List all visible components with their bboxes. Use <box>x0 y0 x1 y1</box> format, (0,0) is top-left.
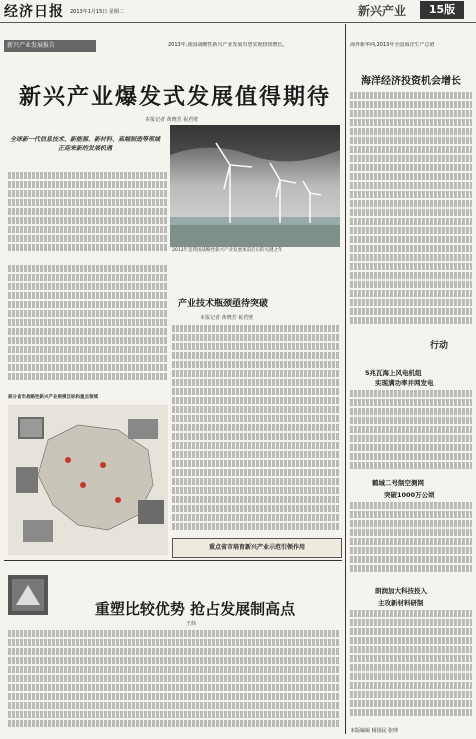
section-banner: 新兴产业发展报告 <box>4 40 96 52</box>
masthead <box>0 0 476 23</box>
main-byline: 本报记者 黄晓芳 祝君壁 <box>145 117 199 123</box>
top-intro: 2013年,我国战略性新兴产业发展有望实现较快增长。 <box>168 42 288 48</box>
newspaper-logo: 经济日报 <box>4 4 64 20</box>
main-headline: 新兴产业爆发式发展值得期待 <box>18 85 331 110</box>
bottom-headline: 重塑比较优势 抢占发展制高点 <box>94 600 296 618</box>
bottom-byline: 王炜 <box>186 621 197 627</box>
page-number-badge: 15版 <box>420 1 464 19</box>
map-caption: 部分省市战略性新兴产业规模目标和重点领域 <box>8 395 98 400</box>
column-divider <box>345 24 346 734</box>
lead-quote: 全球新一代信息技术、新能源、新材料、高端制造等领域正迎来新的发展机遇 <box>10 136 161 152</box>
photo-caption: 2013年是我国战略性新兴产业发展承前启后的关键之年 <box>172 248 283 253</box>
box-title: 重点省市培育新兴产业示范引领作用 <box>208 544 305 551</box>
right-item2-sub: 突破1000万公顷 <box>384 491 435 499</box>
article-body-col1 <box>8 172 168 252</box>
right-body-4 <box>350 610 472 720</box>
wind-turbine-photo <box>170 125 340 247</box>
article-body-col3 <box>172 325 340 535</box>
article-body-col2 <box>8 265 168 385</box>
bottom-body <box>8 630 340 730</box>
provinces-box <box>172 538 342 558</box>
industry-map-graphic <box>8 405 168 555</box>
right-item1-sub: 实现满功率并网发电 <box>375 379 434 387</box>
editors-credit: 本版编辑 杨国民 张帅 <box>350 728 399 734</box>
right-item2-title: 鹤城二号制空测网 <box>372 479 424 487</box>
right-item1-title: 5兆瓦海上风电机组 <box>365 369 422 377</box>
bottom-section-icon <box>8 575 48 615</box>
right-side-tag: 行动 <box>430 341 449 351</box>
right-body-3 <box>350 502 472 572</box>
right-item3-sub: 主攻新材料研制 <box>378 599 424 607</box>
right-top-note: 海外新华网,2013年全国海洋生产总值 <box>350 42 435 48</box>
subhead-tech-bottleneck: 产业技术瓶颈亟待突破 <box>178 299 269 309</box>
section-title: 新兴产业 <box>358 4 407 18</box>
right-item3-title: 朗润加大科技投入 <box>375 587 427 595</box>
second-byline: 本报记者 黄晓芳 祝君壁 <box>200 315 254 321</box>
dateline: 2013年1月15日 星期二 <box>70 9 124 15</box>
right-headline: 海洋经济投资机会增长 <box>361 76 461 87</box>
right-body-2 <box>350 390 472 470</box>
right-body-1 <box>350 92 472 332</box>
horizontal-divider <box>4 560 342 561</box>
